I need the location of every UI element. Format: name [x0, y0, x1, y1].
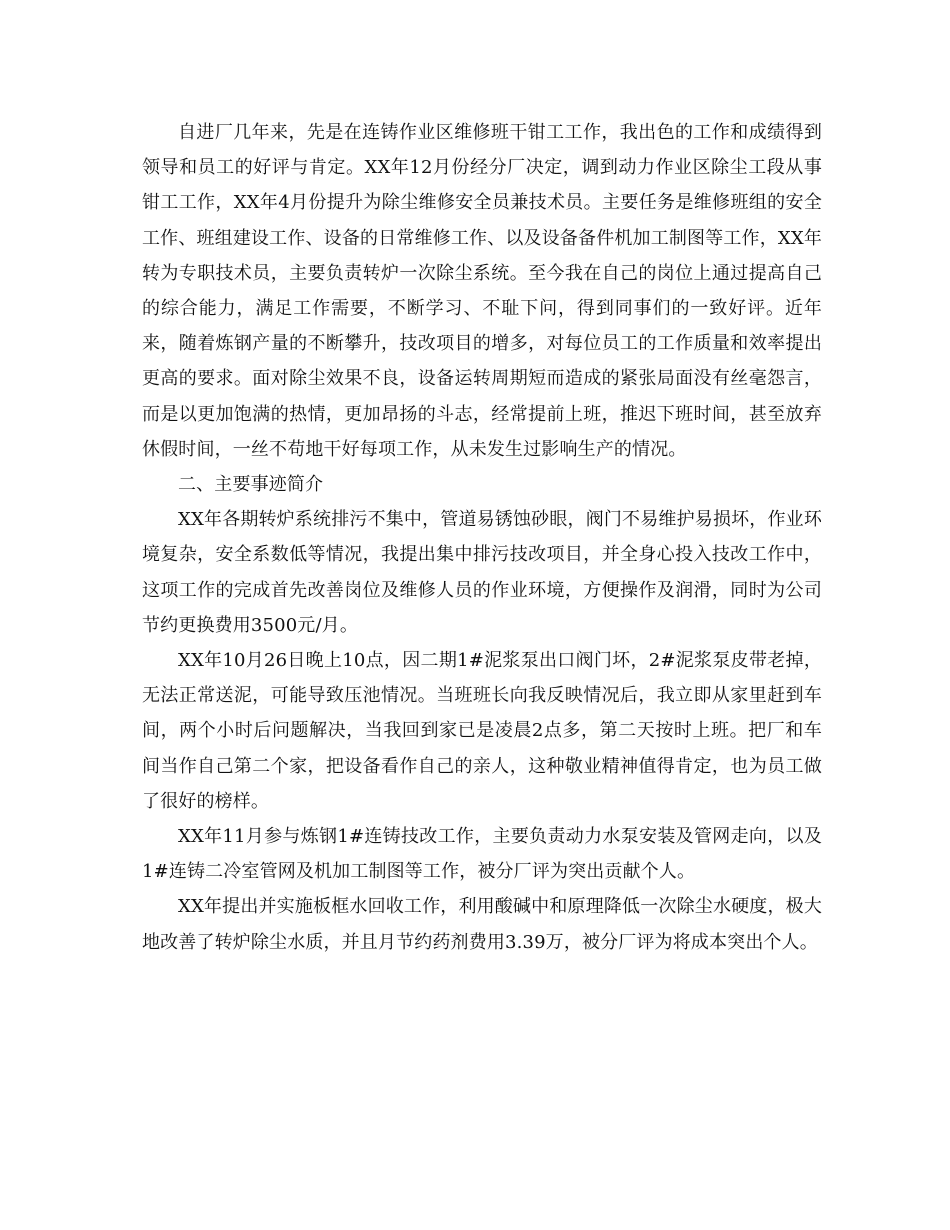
section-paragraph-3: XX年11月参与炼钢1#连铸技改工作，主要负责动力水泵安装及管网走向，以及1#连铸二冷室管网及机加工制图等工作，被分厂评为突出贡献个人。 — [142, 826, 822, 883]
intro-paragraph: 自进厂几年来，先是在连铸作业区维修班干钳工工作，我出色的工作和成绩得到领导和员工的好评与肯定。XX年12月份经分厂决定，调到动力作业区除尘工段从事钳工工作，XX年4月份提升为除尘维修安全员兼技术员。主要任务是维修班组的安全工作、班组建设工作、设备的日常维修工作、以及设备备件机加工制图等工作，XX年转为专职技术员，主要负责转炉一次除尘系统。至今我在自己的岗位上通过提高自己的综合能力，满足工作需要，不断学习、不耻下问，得到同事们的一致好评。近年来，随着炼钢产量的不断攀升，技改项目的增多，对每位员工的工作质量和效率提出更高的要求。面对除尘效果不良，设备运转周期短而造成的紧张局面没有丝毫怨言，而是以更加饱满的热情，更加昂扬的斗志，经常提前上班，推迟下班时间，甚至放弃休假时间，一丝不苟地干好每项工作，从未发生过影响生产的情况。 — [142, 122, 822, 460]
section-paragraph-2: XX年10月26日晚上10点，因二期1#泥浆泵出口阀门坏，2#泥浆泵皮带老掉，无法正常送泥，可能导致压池情况。当班班长向我反映情况后，我立即从家里赶到车间，两个小时后问题解决，当我回到家已是凌晨2点多，第二天按时上班。把厂和车间当作自己第二个家，把设备看作自己的亲人，这种敬业精神值得肯定，也为员工做了很好的榜样。 — [142, 650, 822, 812]
section-paragraph-4: XX年提出并实施板框水回收工作，利用酸碱中和原理降低一次除尘水硬度，极大地改善了转炉除尘水质，并且月节约药剂费用3.39万，被分厂评为将成本突出个人。 — [142, 896, 822, 953]
document-body — [142, 115, 822, 960]
section-paragraph-1: XX年各期转炉系统排污不集中，管道易锈蚀砂眼，阀门不易维护易损坏，作业环境复杂，安全系数低等情况，我提出集中排污技改项目，并全身心投入技改工作中，这项工作的完成首先改善岗位及维修人员的作业环境，方便操作及润滑，同时为公司节约更换费用3500元/月。 — [142, 509, 822, 636]
section-heading: 二、主要事迹简介 — [178, 474, 324, 496]
